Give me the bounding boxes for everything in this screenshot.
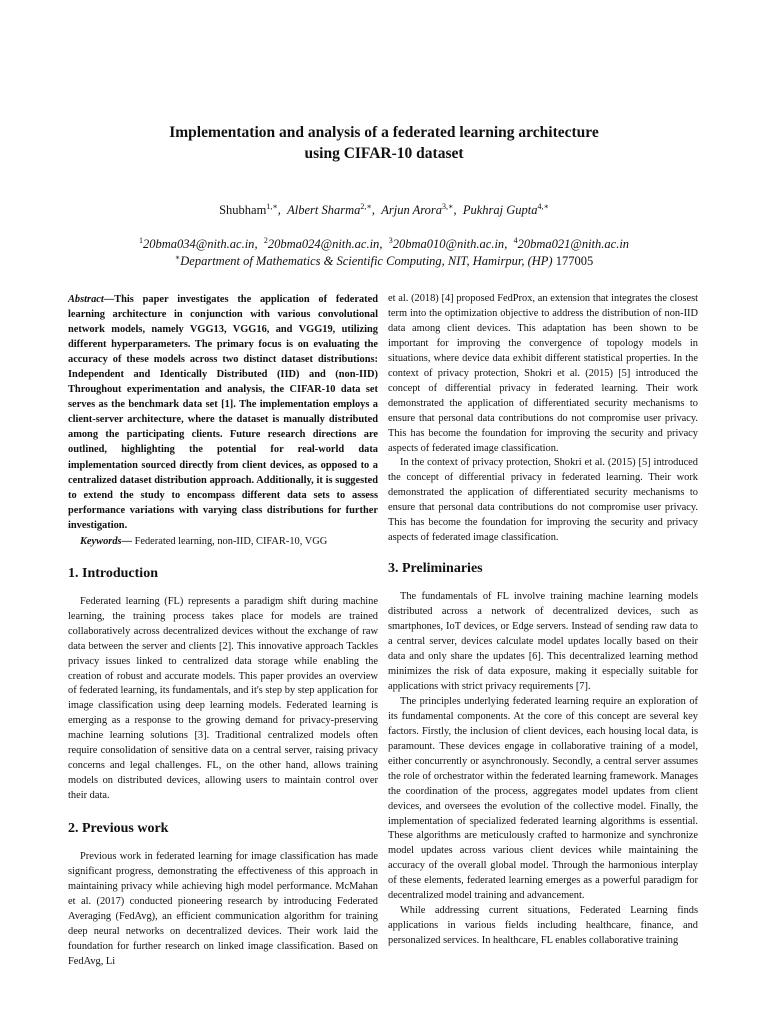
title-line-2: using CIFAR-10 dataset [304, 145, 464, 162]
author-list: Shubham$^{1,∗}$, Albert Sharma$^{2,∗}$, Arjun Arora$^{3,∗}$, Pukhraj Gupta$^{4,∗}$ [219, 202, 549, 218]
email-link[interactable]: 20bma010@nith.ac.in [392, 237, 505, 252]
paper-title [0, 122, 768, 164]
intro-paragraph: Federated learning (FL) represents a paradigm shift during machine learning, the training process takes place for models are trained collaboratively across decentralized devices without the exchange of raw data between the server and clients [2]. This innovative approach Tackles privacy issues linked to centralized data storage while enabling the creation of robust and accurate models. This paper provides an overview of federated learning, its fundamentals, and it's step by step application for image classification using deep learning models. Federated learning is emerging as a response to the growing demand for privacy-preserving machine learning solutions [3]. Traditional centralized models often require consolidation of sensitive data on a central server, raising privacy concerns and legal challenges. FL, on the other hand, allows training models on distributed devices, allowing users to maintain control over their data. [68, 595, 378, 802]
author-name: Albert Sharma [287, 203, 361, 218]
author-name: Pukhraj Gupta [462, 203, 538, 218]
email-link[interactable]: 20bma024@nith.ac.in [267, 237, 380, 252]
email-mark: 1 [138, 236, 143, 245]
left-column [68, 292, 378, 970]
section-heading-previous-work: 2. Previous work [68, 821, 169, 837]
author-mark: 3,∗ [442, 202, 454, 211]
affiliation-mark: ∗ [174, 253, 181, 262]
author-emails: $^1$20bma034@nith.ac.in, $^2$20bma024@nith.ac.in, $^3$20bma010@nith.ac.in, $^4$20bma021@nith.ac.in [138, 236, 630, 252]
author-name: Arjun Arora [381, 203, 442, 218]
email-link[interactable]: 20bma034@nith.ac.in [142, 237, 255, 252]
previous-work-paragraph-2: In the context of privacy protection, Shokri et al. (2015) [5] introduced the concept of differential privacy in federated learning. Their work demonstrated the application of differentiated security mechanisms to ensure that personal data contributions do not compromise user privacy. This has become the foundation for improving the security and privacy aspects of federated image classification. [388, 457, 698, 544]
previous-work-continued: et al. (2018) [4] proposed FedProx, an extension that integrates the closest term into the optimization objective to address the distribution of non-IID data among client devices. This adaptation has been shown to be important for improving the convergence of topology models in situations, where device data exhibit different statistical properties. In the context of privacy protection, Shokri et al. (2015) [5] introduced the concept of differential privacy in federated learning. Their work demonstrated the application of differentiated security mechanisms to ensure that personal data contributions do not compromise user privacy. This has become the foundation for improving the security and privacy aspects of federated image classification. [388, 293, 698, 454]
section-heading-preliminaries: 3. Preliminaries [388, 561, 483, 577]
affiliation-text: Department of Mathematics & Scientific Computing, NIT, Hamirpur, (HP) [180, 254, 553, 269]
postal-code: 177005 [555, 254, 594, 269]
author-mark: 1,∗ [266, 202, 278, 211]
keywords [68, 534, 378, 549]
affiliation [0, 250, 768, 269]
previous-work-paragraph: Previous work in federated learning for image classification has made significant progress, demonstrating the effectiveness of this approach in maintaining privacy while achieving high model performance. McMahan et al. (2017) conducted pioneering research by introducing Federated Averaging (FedAvg), an efficient communication algorithm for training deep neural networks on decentralized devices. Their work laid the foundation for further research on linked image classification. Based on FedAvg, Li [68, 851, 378, 967]
right-column [388, 292, 698, 949]
section-heading-introduction: 1. Introduction [68, 565, 158, 581]
email-mark: 2 [263, 236, 268, 245]
title-line-1: Implementation and analysis of a federated learning architecture [169, 124, 599, 141]
preliminaries-paragraph-2: The principles underlying federated learning require an exploration of its fundamental components. At the core of this concept are several key factors. Firstly, the inclusion of client devices, each housing local data, is paramount. These devices engage in collaborative training of a model, either concurrently or asynchronously. Secondly, a central server assumes the role of orchestrator within the federated learning framework. Manages the coordination of the process, aggregates model updates from client devices, and oversees the evolution of the collective model. Finally, the implementation of specialized federated learning algorithms is essential. These algorithms are meticulously crafted to harmonize and synchronize model updates across various client devices while maintaining the accuracy of the overall global model. Through the harmonious interplay of these elements, federated learning emerges as a powerful paradigm for decentralized model training and advancement. [388, 695, 698, 902]
keywords-label: Keywords— [80, 535, 132, 547]
abstract-label: Abstract [68, 294, 104, 305]
email-link[interactable]: 20bma021@nith.ac.in [517, 237, 630, 252]
email-mark: 3 [388, 236, 393, 245]
preliminaries-paragraph-3: While addressing current situations, Federated Learning finds applications in various fields including healthcare, finance, and personalized services. In healthcare, FL enables collaborative training [388, 905, 698, 947]
keywords-text: Federated learning, non-IID, CIFAR-10, VGG [131, 535, 328, 547]
author-name: Shubham [219, 203, 267, 218]
abstract-text: —This paper investigates the application of federated learning architecture in conjunction with various convolutional network models, namely VGG13, VGG16, and VGG19, utilizing different hyperparameters. The primary focus is on evaluating the accuracy of these models across two distinct dataset distributions: Independent and Identically Distributed (IID) and (non-IID) Throughout experimentation and analysis, the CIFAR-10 data set serves as the benchmark data set [1]. The implementation employs a client-server architecture, where the dataset is manually distributed among the participating clients. Future research directions are outlined, highlighting the potential for real-world data implementation sourced directly from client devices, as opposed to a centralized dataset distribution approach. Additionally, it is suggested to extend the study to encompass different data sets to assess performance variations with varying class distributions for further investigation. [68, 294, 378, 531]
author-mark: 2,∗ [360, 202, 372, 211]
preliminaries-paragraph-1: The fundamentals of FL involve training machine learning models distributed across a network of decentralized devices, such as smartphones, IoT devices, or Edge servers. Instead of sending raw data to a central server, devices calculate model updates locally based on their data and only share the updates [6]. This decentralized learning method minimizes the risk of data exposure, making it especially suitable for applications with strict privacy requirements [7]. [388, 591, 698, 692]
email-mark: 4 [513, 236, 518, 245]
author-mark: 4,∗ [537, 202, 549, 211]
abstract [68, 292, 378, 533]
